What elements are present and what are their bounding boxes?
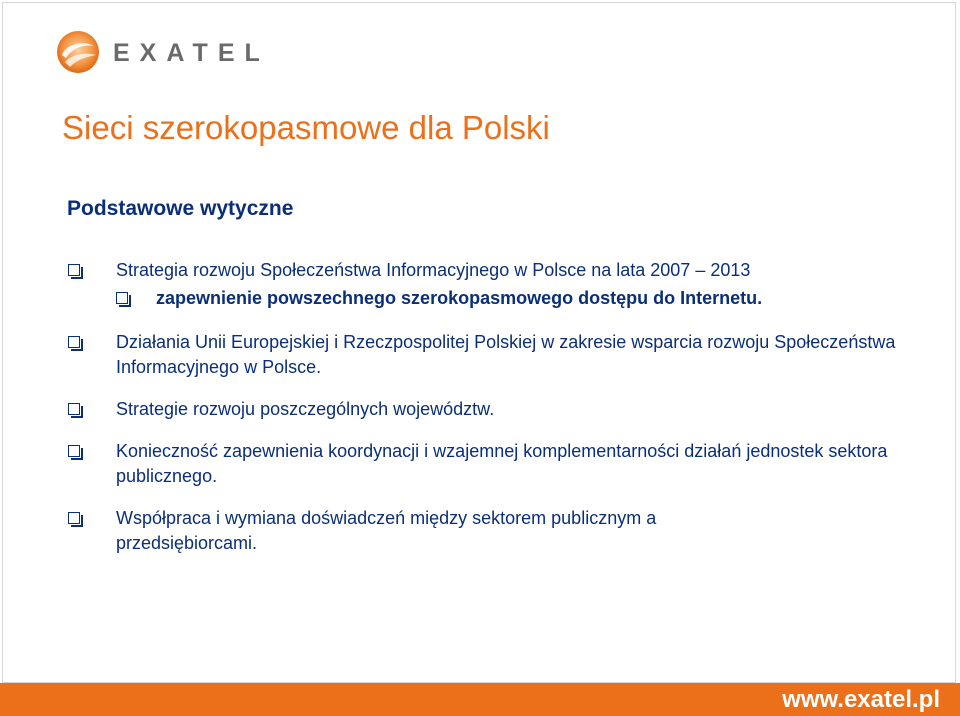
bullet-text: Strategie rozwoju poszczególnych województw. [116,399,495,419]
checkbox-bullet-icon [68,512,80,524]
checkbox-bullet-icon [68,403,80,415]
checkbox-bullet-icon [116,292,128,304]
exatel-swirl-icon [56,30,100,74]
bullet-item [68,330,918,380]
bullet-text: Współpraca i wymiana doświadczeń między sektorem publicznym a przedsiębiorcami. [116,508,657,553]
bullet-text: Strategia rozwoju Społeczeństwa Informacyjnego w Polsce na lata 2007 – 2013 [116,260,751,280]
section-subtitle: Podstawowe wytyczne [67,197,294,220]
checkbox-bullet-icon [68,336,80,348]
bullet-text: Konieczność zapewnienia koordynacji i wzajemnej komplementarności działań jednostek sektora publicznego. [116,441,888,486]
bullet-item [68,258,918,283]
bullet-item [68,439,918,489]
bullet-item [68,506,918,556]
page-title: Sieci szerokopasmowe dla Polski [62,109,550,146]
logo-wordmark: EXATEL [113,39,270,67]
bullet-list [68,258,918,556]
sub-bullet-item [116,286,918,311]
bullet-text: Działania Unii Europejskiej i Rzeczpospolitej Polskiej w zakresie wsparcia rozwoju Społeczeństwa Informacyjnego w Polsce. [116,332,896,377]
checkbox-bullet-icon [68,445,80,457]
sub-bullet-text: zapewnienie powszechnego szerokopasmowego dostępu do Internetu. [156,288,763,308]
bullet-item [68,397,918,422]
footer-url[interactable]: www.exatel.pl [782,686,940,713]
checkbox-bullet-icon [68,264,80,276]
